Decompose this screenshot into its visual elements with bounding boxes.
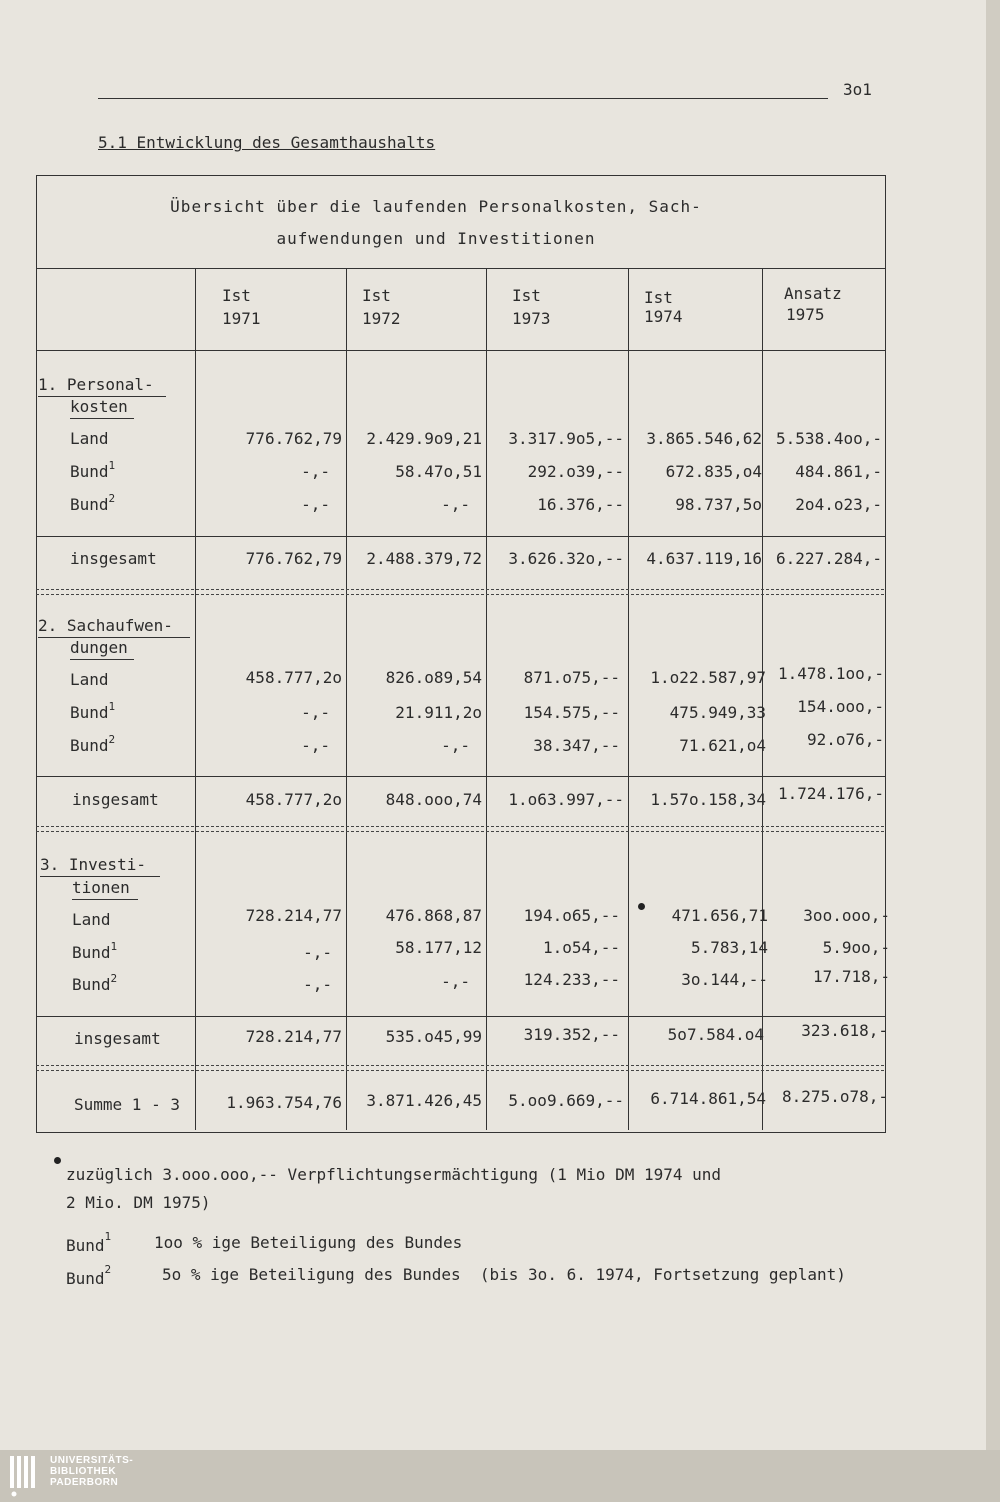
sum-cell: 5.oo9.669,-- — [508, 1091, 624, 1110]
section-title: 5.1 Entwicklung des Gesamthaushalts — [98, 133, 436, 152]
table-cell: 16.376,-- — [537, 495, 624, 514]
heading-underline — [72, 899, 138, 900]
row-label: Land — [70, 670, 109, 689]
sum-cell: 6.714.861,54 — [650, 1089, 766, 1108]
section-heading: 1. Personal- — [38, 375, 154, 394]
col-divider — [195, 268, 196, 1130]
table-cell: 476.868,87 — [385, 906, 482, 925]
table-title-line2: aufwendungen und Investitionen — [276, 229, 596, 248]
table-cell: -,- — [441, 972, 470, 991]
double-rule — [36, 589, 884, 595]
table-cell: 98.737,5o — [675, 495, 762, 514]
footnote-text: 2 Mio. DM 1975) — [66, 1193, 211, 1212]
sum-cell: 8.275.o78,- — [782, 1087, 888, 1106]
row-label: Bund$^2$ — [70, 733, 116, 755]
table-cell: 71.621,o4 — [679, 736, 766, 755]
double-rule — [36, 826, 884, 832]
sum-cell: 1.963.754,76 — [226, 1093, 342, 1112]
section-heading: dungen — [70, 638, 128, 657]
row-label: Bund$^2$ — [72, 972, 118, 994]
table-cell: 17.718,- — [812, 967, 890, 986]
col-header-label: Ist — [512, 286, 541, 305]
total-cell: 1.57o.158,34 — [650, 790, 766, 809]
table-cell: 154.575,-- — [523, 703, 620, 722]
total-cell: 848.ooo,74 — [385, 790, 482, 809]
table-cell: 124.233,-- — [523, 970, 620, 989]
library-footer — [0, 1450, 1000, 1502]
col-header-year: 1973 — [512, 309, 551, 328]
library-logo-text: UNIVERSITÄTS- BIBLIOTHEK PADERBORN — [50, 1455, 134, 1488]
table-cell: 92.o76,- — [806, 730, 884, 749]
table-cell: 1.o22.587,97 — [650, 668, 766, 687]
row-label: Bund$^1$ — [72, 940, 118, 962]
total-label: insgesamt — [72, 790, 159, 809]
col-divider — [628, 268, 629, 1130]
table-cell: 484.861,- — [795, 462, 882, 481]
table-cell: 3.865.546,62 — [646, 429, 762, 448]
col-header-year: 1974 — [644, 307, 683, 326]
total-label: insgesamt — [74, 1029, 161, 1048]
page-edge — [986, 0, 1000, 1450]
page-number: 3o1 — [843, 80, 872, 99]
table-cell: 1.478.1oo,- — [778, 664, 884, 683]
total-cell: 1.o63.997,-- — [508, 790, 624, 809]
table-cell: 458.777,2o — [245, 668, 342, 687]
table-cell: 2.429.9o9,21 — [366, 429, 482, 448]
total-cell: 458.777,2o — [245, 790, 342, 809]
total-cell: 535.o45,99 — [385, 1027, 482, 1046]
footnote-text: 5o % ige Beteiligung des Bundes (bis 3o. 6. 1974, Fortsetzung geplant) — [162, 1265, 846, 1284]
total-cell: 4.637.119,16 — [646, 549, 762, 568]
bullet-icon — [54, 1157, 61, 1164]
heading-underline — [70, 659, 134, 660]
table-cell: -,- — [303, 975, 332, 994]
col-divider — [762, 268, 763, 1130]
col-header-year: 1971 — [222, 309, 261, 328]
col-header-label: Ansatz — [784, 284, 842, 303]
table-cell: 154.ooo,- — [797, 697, 884, 716]
title-rule — [36, 268, 886, 269]
sum-label: Summe 1 - 3 — [74, 1095, 180, 1114]
heading-underline — [40, 876, 160, 877]
table-cell: 471.656,71 — [671, 906, 768, 925]
table-cell: 2o4.o23,- — [795, 495, 882, 514]
col-divider — [486, 268, 487, 1130]
footnote-text: 1oo % ige Beteiligung des Bundes — [154, 1233, 463, 1252]
table-cell: 194.o65,-- — [523, 906, 620, 925]
total-cell: 5o7.584.o4 — [667, 1025, 764, 1044]
footnote-label: Bund$^1$ — [66, 1230, 112, 1255]
table-cell: -,- — [301, 495, 330, 514]
section-heading: kosten — [70, 397, 128, 416]
total-cell: 776.762,79 — [245, 549, 342, 568]
table-cell: 776.762,79 — [245, 429, 342, 448]
section-heading: 2. Sachaufwen- — [38, 616, 173, 635]
table-cell: 292.o39,-- — [527, 462, 624, 481]
table-cell: 826.o89,54 — [385, 668, 482, 687]
table-cell: 3oo.ooo,- — [803, 906, 890, 925]
double-rule — [36, 1065, 884, 1071]
col-divider — [346, 268, 347, 1130]
table-cell: -,- — [301, 703, 330, 722]
subtotal-rule — [36, 776, 886, 777]
footnote-text: zuzüglich 3.ooo.ooo,-- Verpflichtungsermächtigung (1 Mio DM 1974 und — [66, 1165, 722, 1184]
row-label: Land — [72, 910, 111, 929]
header-rule — [36, 350, 886, 351]
total-cell: 3.626.32o,-- — [508, 549, 624, 568]
table-cell: 58.47o,51 — [395, 462, 482, 481]
table-cell: 5.538.4oo,- — [776, 429, 882, 448]
col-header-label: Ist — [362, 286, 391, 305]
col-header-label: Ist — [222, 286, 251, 305]
table-cell: 58.177,12 — [395, 938, 482, 957]
table-cell: 728.214,77 — [245, 906, 342, 925]
total-label: insgesamt — [70, 549, 157, 568]
table-cell: -,- — [441, 736, 470, 755]
total-cell: 1.724.176,- — [778, 784, 884, 803]
header-rule — [98, 98, 828, 99]
table-cell: 3o.144,-- — [681, 970, 768, 989]
table-cell: 672.835,o4 — [665, 462, 762, 481]
sum-cell: 3.871.426,45 — [366, 1091, 482, 1110]
total-cell: 323.618,- — [801, 1021, 888, 1040]
heading-underline — [70, 418, 134, 419]
col-header-year: 1972 — [362, 309, 401, 328]
row-label: Land — [70, 429, 109, 448]
table-cell: -,- — [301, 462, 330, 481]
table-cell: 3.317.9o5,-- — [508, 429, 624, 448]
total-cell: 2.488.379,72 — [366, 549, 482, 568]
col-header-label: Ist — [644, 288, 673, 307]
row-label: Bund$^1$ — [70, 459, 116, 481]
section-heading: 3. Investi- — [40, 855, 146, 874]
table-cell: 21.911,2o — [395, 703, 482, 722]
table-cell: 38.347,-- — [533, 736, 620, 755]
subtotal-rule — [36, 1016, 886, 1017]
table-cell: -,- — [441, 495, 470, 514]
section-heading: tionen — [72, 878, 130, 897]
table-cell: -,- — [301, 736, 330, 755]
table-cell: 475.949,33 — [669, 703, 766, 722]
row-label: Bund$^1$ — [70, 700, 116, 722]
total-cell: 319.352,-- — [523, 1025, 620, 1044]
col-header-year: 1975 — [786, 305, 825, 324]
table-cell: -,- — [303, 943, 332, 962]
subtotal-rule — [36, 536, 886, 537]
footnote-label: Bund$^2$ — [66, 1263, 112, 1288]
row-label: Bund$^2$ — [70, 492, 116, 514]
library-logo-icon — [8, 1454, 44, 1498]
table-cell: 5.9oo,- — [822, 938, 890, 957]
table-title-line1: Übersicht über die laufenden Personalkosten, Sach- — [170, 197, 702, 216]
table-cell: 5.783,14 — [690, 938, 768, 957]
total-cell: 728.214,77 — [245, 1027, 342, 1046]
table-cell: 1.o54,-- — [542, 938, 620, 957]
total-cell: 6.227.284,- — [776, 549, 882, 568]
table-cell: 871.o75,-- — [523, 668, 620, 687]
